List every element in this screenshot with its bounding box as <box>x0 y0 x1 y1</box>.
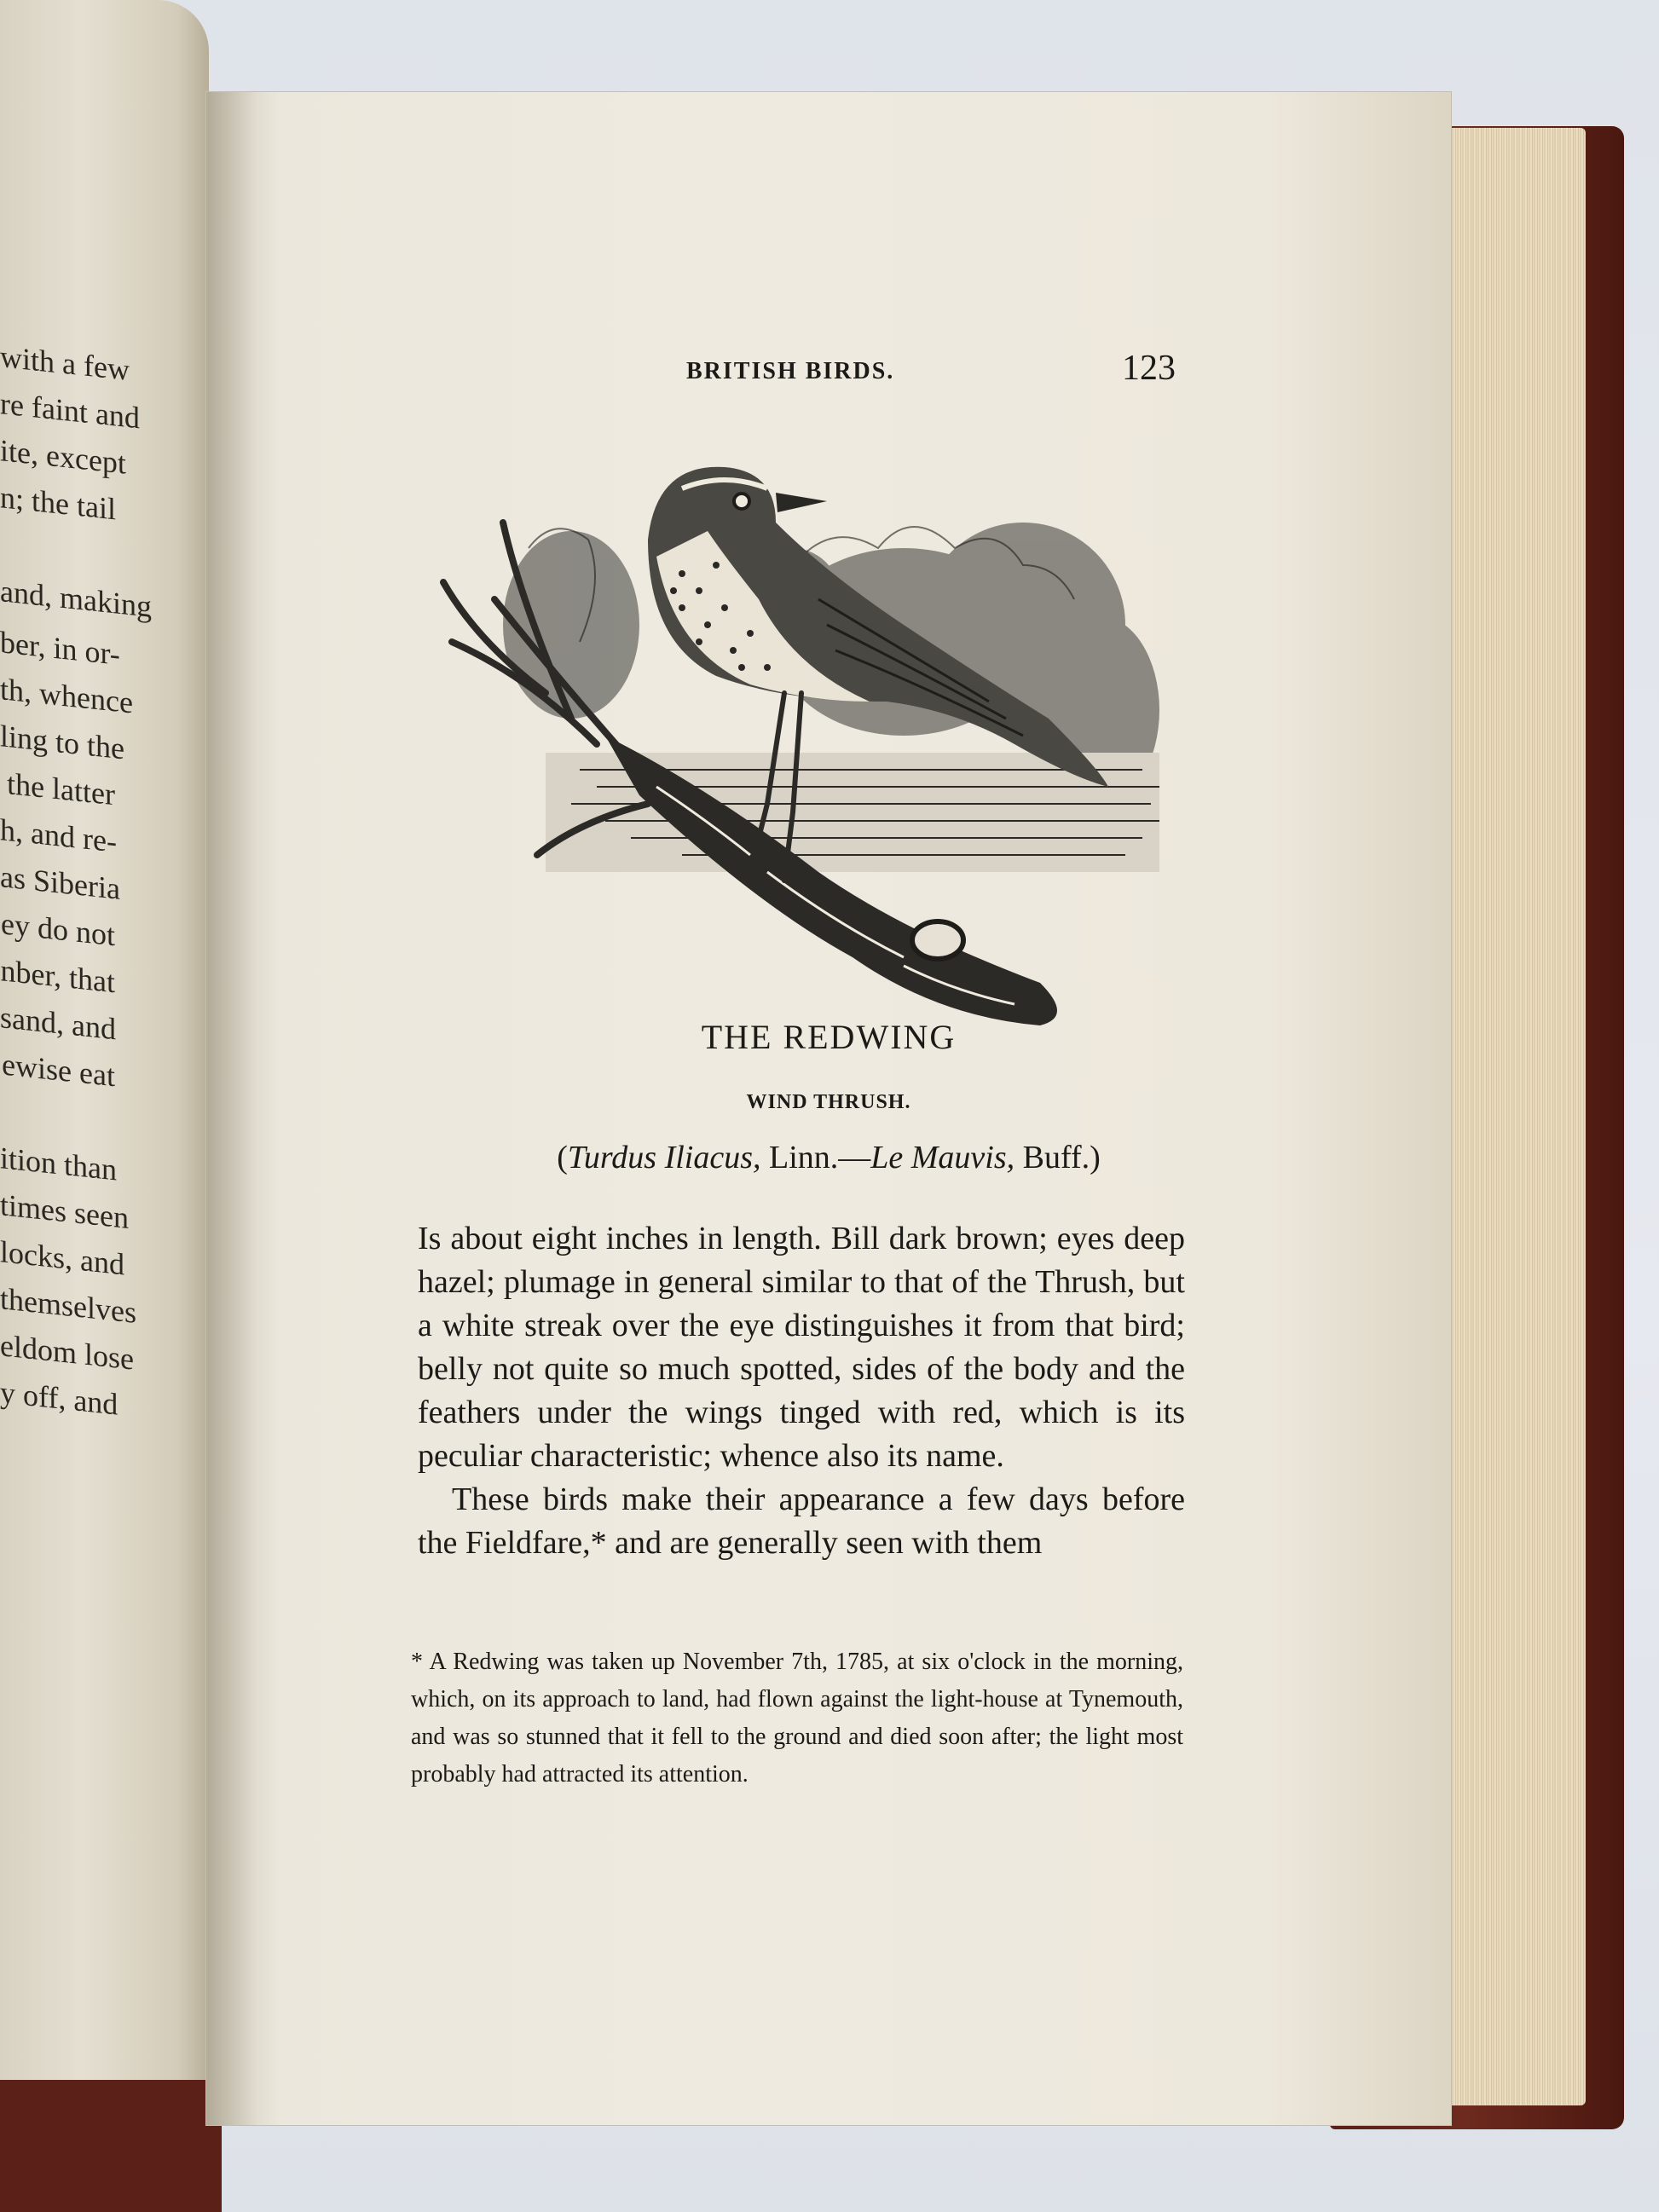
left-line: re faint and <box>0 386 140 436</box>
paragraph-2: These birds make their appearance a few days before the Fieldfare,* and are generally seen with them <box>418 1481 1185 1561</box>
left-line: locks, and <box>0 1234 124 1282</box>
left-line: th, whence <box>0 672 133 720</box>
synonym-buff: Buff.) <box>1014 1140 1101 1175</box>
left-line: n; the tail <box>0 480 116 527</box>
synonym-genus: Turdus Iliacus, <box>567 1140 761 1175</box>
scientific-name-line <box>206 1139 1451 1176</box>
left-line: ling to the <box>0 719 124 766</box>
body-text <box>418 1217 1185 1565</box>
redwing-woodcut-illustration <box>426 429 1168 1094</box>
paragraph-1: Is about eight inches in length. Bill dark brown; eyes deep hazel; plumage in general similar to that of the Thrush, but a white streak over the eye distinguishes it from that bird; belly not quite so much spotted, sides of the body and the feathers under the wings tinged with red, which is its peculiar characteristic; whence also its name. <box>418 1221 1185 1474</box>
left-line: y off, and <box>0 1375 118 1422</box>
left-page <box>0 0 209 2148</box>
synonym-open-paren: ( <box>557 1140 568 1175</box>
left-line: themselves <box>0 1281 136 1330</box>
left-cover-board <box>0 2080 222 2212</box>
left-line: eldom lose <box>0 1328 134 1377</box>
left-line: ite, except <box>0 433 126 481</box>
left-line: ewise eat <box>2 1047 115 1094</box>
left-line: h, and re- <box>0 812 117 859</box>
page-number: 123 <box>1122 349 1176 388</box>
running-head: BRITISH BIRDS. <box>686 358 895 384</box>
left-line: times seen <box>0 1187 129 1235</box>
article-title: THE REDWING <box>701 1018 957 1056</box>
left-line: with a few <box>0 339 130 388</box>
left-line: ber, in or- <box>0 625 120 672</box>
synonym-french: Le Mauvis, <box>870 1140 1015 1175</box>
right-page <box>206 92 1451 2125</box>
page-edges <box>1441 128 1586 2105</box>
left-line: ition than <box>0 1141 117 1187</box>
footnote: * A Redwing was taken up November 7th, 1785, at six o'clock in the morning, which, on its approach to land, had flown against the light-house at Tynemouth, and was so stunned that it fell to the ground and died soon after; the light most probably had attracted its attention. <box>411 1649 1183 1788</box>
left-line: the latter <box>7 765 115 812</box>
synonym-linn: Linn.— <box>760 1140 871 1175</box>
left-line: and, making <box>0 574 152 624</box>
gutter-shadow <box>206 92 257 2125</box>
left-line: ey do not <box>1 906 115 953</box>
article-subtitle: WIND THRUSH. <box>746 1091 911 1113</box>
left-line: sand, and <box>0 1000 116 1047</box>
left-line: as Siberia <box>0 859 120 906</box>
left-line: nber, that <box>0 953 115 1000</box>
